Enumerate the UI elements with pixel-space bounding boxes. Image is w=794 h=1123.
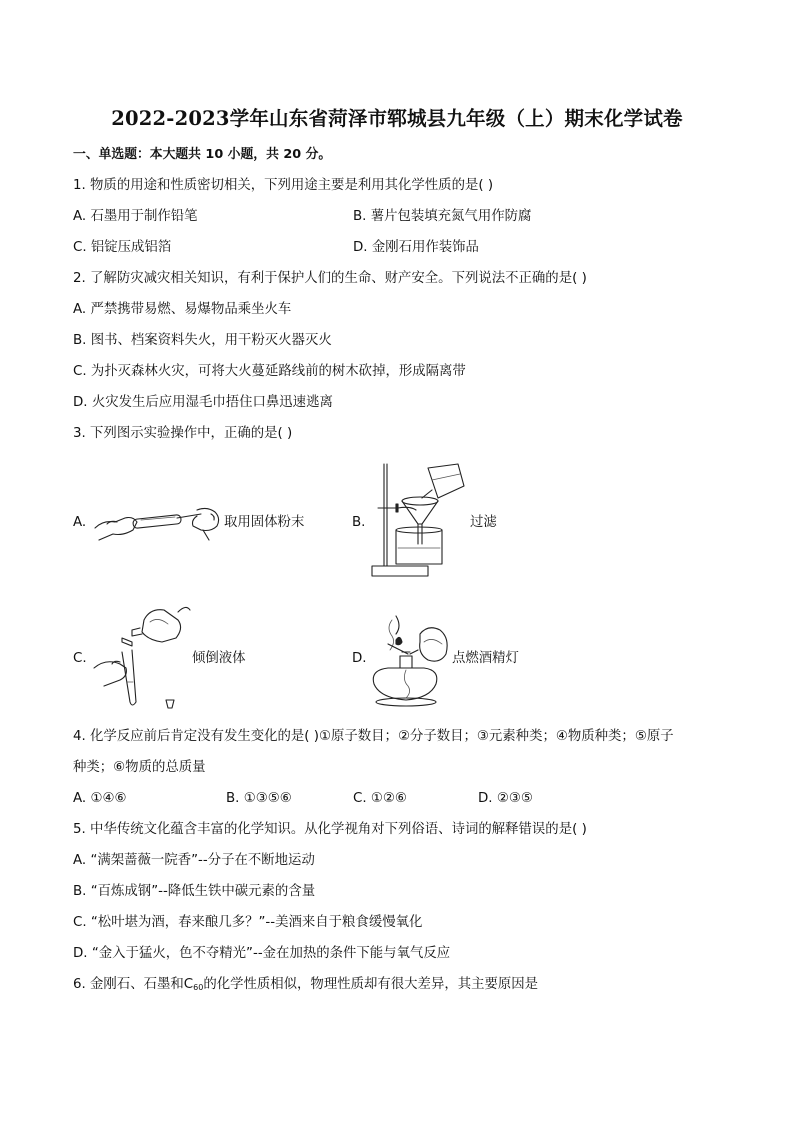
- question-6-stem-end: 的化学性质相似，物理性质却有很大差异，其主要原因是: [203, 977, 539, 992]
- question-3-stem: 3. 下列图示实验操作中，正确的是( ): [73, 426, 293, 441]
- filtration-apparatus-illustration: [368, 460, 472, 582]
- question-3-option-d-letter: D.: [352, 651, 367, 666]
- question-1-option-c: C. 铝锭压成铝箔: [73, 240, 172, 255]
- question-1-option-a: A. 石墨用于制作铅笔: [73, 209, 198, 224]
- question-2-option-c: C. 为扑灭森林火灾，可将大火蔓延路线前的树木砍掉，形成隔离带: [73, 364, 466, 379]
- question-1-option-d: D. 金刚石用作装饰品: [353, 240, 479, 255]
- lighting-alcohol-lamp-illustration: [366, 614, 452, 708]
- question-5-option-b: B. “百炼成钢”--降低生铁中碳元素的含量: [73, 884, 316, 899]
- question-6-stem: [73, 976, 538, 997]
- powder-scoop-illustration: [93, 500, 225, 544]
- question-3-option-a-letter: A.: [73, 515, 87, 530]
- question-2-stem: 2. 了解防灾减灾相关知识，有利于保护人们的生命、财产安全。下列说法不正确的是( ): [73, 271, 587, 286]
- question-3-option-b-letter: B.: [352, 515, 366, 530]
- page-title: 2022-2023学年山东省菏泽市郓城县九年级（上）期末化学试卷: [111, 107, 683, 130]
- question-3-option-c-label: 倾倒液体: [192, 651, 246, 666]
- question-3-option-c-letter: C.: [73, 651, 87, 666]
- question-5-option-a: A. “满架蔷薇一院香”--分子在不断地运动: [73, 853, 315, 868]
- question-5-option-c: C. “松叶堪为酒，春来酿几多？”--美酒来自于粮食缓慢氧化: [73, 915, 423, 930]
- question-5-option-d: D. “金入于猛火，色不夺精光”--金在加热的条件下能与氧气反应: [73, 946, 451, 961]
- question-4-option-b: B. ①③⑤⑥: [226, 791, 292, 806]
- question-4-stem-line-1: 4. 化学反应前后肯定没有发生变化的是( )①原子数目；②分子数目；③元素种类；④物质种类；⑤原子: [73, 729, 674, 744]
- question-2-option-a: A. 严禁携带易燃、易爆物品乘坐火车: [73, 302, 292, 317]
- question-3-option-a-label: 取用固体粉末: [224, 515, 305, 530]
- c60-subscript: 60: [193, 983, 204, 992]
- question-6-stem-start: 6. 金刚石、石墨和C: [73, 977, 194, 992]
- question-4-option-a: A. ①④⑥: [73, 791, 127, 806]
- question-3-option-b-label: 过滤: [470, 515, 497, 530]
- question-4-option-d: D. ②③⑤: [478, 791, 533, 806]
- pouring-liquid-illustration: [92, 602, 192, 710]
- section-heading: 一、单选题：本大题共 10 小题，共 20 分。: [73, 147, 332, 162]
- question-5-stem: 5. 中华传统文化蕴含丰富的化学知识。从化学视角对下列俗语、诗词的解释错误的是( ): [73, 822, 587, 837]
- question-2-option-b: B. 图书、档案资料失火，用干粉灭火器灭火: [73, 333, 332, 348]
- question-1-option-b: B. 薯片包装填充氮气用作防腐: [353, 209, 532, 224]
- question-3-option-d-label: 点燃酒精灯: [452, 651, 519, 666]
- question-2-option-d: D. 火灾发生后应用湿毛巾捂住口鼻迅速逃离: [73, 395, 333, 410]
- question-4-stem-line-2: 种类；⑥物质的总质量: [73, 760, 206, 775]
- question-4-option-c: C. ①②⑥: [353, 791, 407, 806]
- question-1-stem: 1. 物质的用途和性质密切相关，下列用途主要是利用其化学性质的是( ): [73, 178, 494, 193]
